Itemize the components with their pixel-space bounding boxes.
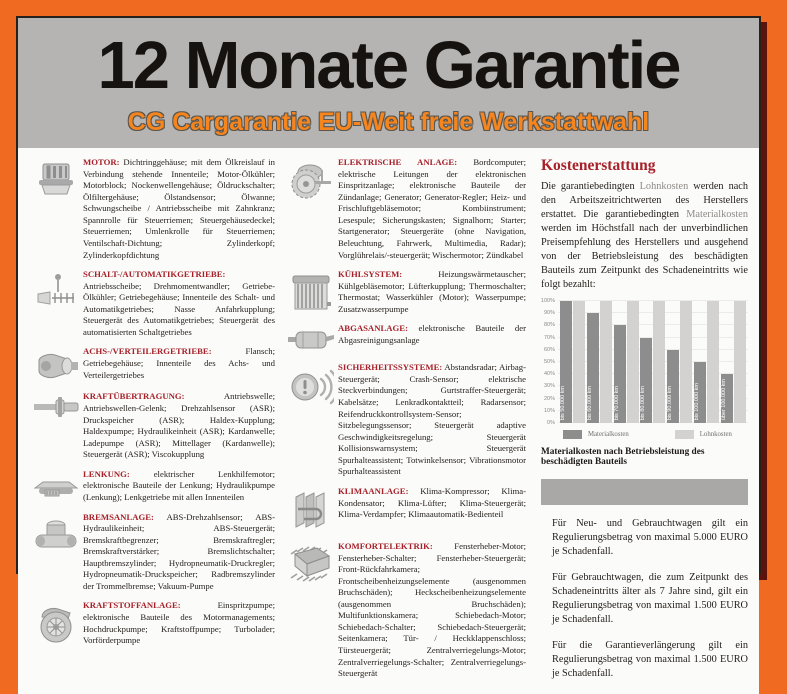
regulation-paragraph: Für die Garantieverlängerung gilt ein Regulierungsbetrag von maximal 1.500 EURO je Schadenfall.: [552, 640, 748, 679]
lohnkosten-bar: [707, 301, 719, 423]
section-komfortelektrik: [284, 541, 526, 680]
bar-group: [560, 301, 585, 423]
lohnkosten-bar: [680, 301, 692, 423]
column-right: [535, 157, 748, 688]
section-kraftstoffanlage: [29, 600, 275, 646]
lohnkosten-bar: [573, 301, 585, 423]
legend-swatch: [563, 430, 582, 439]
materialkosten-bar: [721, 374, 733, 423]
gearshift-icon: [29, 269, 83, 338]
section-body: Flansch; Getriebegehäuse; Innenteile des Achs- und Verteilergetriebes: [83, 346, 275, 380]
cost-reimbursement-heading: Kostenerstattung: [541, 157, 656, 174]
section-body: Antriebsscheibe; Drehmomentwandler; Getriebe-Ölkühler; Getriebegehäuse; Innenteile des Schalt- und Automatikgetriebes; Nasse Anfahrkupplung; Steuergerät des Automatikgetriebes; Steuergerät des automatisierten Schaltgetriebes: [83, 280, 275, 337]
divider-band: [541, 479, 748, 505]
y-tick-label: 50%: [543, 359, 555, 365]
materialkosten-bar: [640, 338, 652, 423]
section-heading: KOMFORTELEKTRIK:: [338, 540, 433, 551]
radiator-icon: [284, 269, 338, 315]
page-title: 12 Monate Garantie: [97, 27, 680, 103]
legend-label: Lohnkosten: [699, 431, 732, 438]
section-heading: LENKUNG:: [83, 468, 130, 479]
regulation-paragraph: Für Neu- und Gebrauchtwagen gilt ein Regulierungsbetrag von maximal 5.000 EURO je Schadenfall.: [552, 518, 748, 557]
chart-plot-area: [558, 301, 748, 423]
material-costs-chart: [540, 298, 748, 426]
section-body: Abstandsradar; Airbag-Steuergerät; Crash-Sensor; elektrische Steckverbindungen; Gurtstraffer-Steuergerät; Kabelsätze; Lenkradkontaktteil; Radarsensor; Reifendruckkontrollsystem-Sensor; Sitzbelegungssensor; Steuergerät adaptive Geschwindigkeitsregelung; Steuergerät Kollisionswarnsystem; Steuergerät Spurhalteassistent; Totwinkelsensor; Vibrationsmotor Spurhalteassistent: [338, 362, 526, 477]
chart-y-axis: [540, 298, 558, 426]
bar-group: [667, 301, 692, 423]
materialkosten-bar: [587, 313, 599, 423]
section-lenkung: [29, 469, 275, 504]
section-body: Fensterheber-Motor; Fensterheber-Schalter; Fensterheber-Steuergerät; Front-Rückfahrkamera; Frontscheibenheizungselemente (ausgenommen Bruchschäden); Heckscheibenheizungselemente (ausgenommen Bruchschäden); Multifunktionskamera; Schiebedach-Motor; Schiebedach-Schalter; Schiebedach-Steuergerät; Seitenkamera; Tür- / Heckklappenschloss; Türsteuergerät; Zentralverriegelungs-Motor; Zentralverriegelungs-Schalter; Zentralverriegelungs-Steuergerät: [338, 540, 526, 679]
legend-swatch: [675, 430, 694, 439]
section-heading: KRAFTSTOFFANLAGE:: [83, 600, 181, 611]
intro-text: werden nach den Arbeitszeitrichtwerten des Herstellers erstattet. Die garantiebedingten: [541, 181, 749, 220]
regulation-paragraph: Für Gebrauchtwagen, die zum Zeitpunkt des Schadeneintritts älter als 7 Jahre sind, gilt ein Regulierungsbetrag von maximal 1.500 EURO je Schadenfall.: [552, 572, 748, 625]
bar-group: [614, 301, 639, 423]
section-getriebe: [29, 269, 275, 338]
sensor-waves-icon: [284, 362, 338, 478]
intro-highlight-materialkosten: Materialkosten: [686, 209, 748, 220]
section-heading: MOTOR:: [83, 157, 120, 167]
oil-filter-icon: [29, 157, 83, 261]
section-body: Antriebswelle; Antriebswellen-Gelenk; Drehzahlsensor (ASR); Druckspeicher (ASR); Haldex-Kupplung; Haldexpumpe; Hydraulikeinheit (ASR); Kardanwelle; Ladepumpe (ASR); Mittellager (Kardanwelle); Steuergerät (ASR); Viscokupplung: [83, 391, 275, 460]
intro-text: Die garantiebedingten: [541, 181, 640, 192]
materialkosten-bar: [694, 362, 706, 423]
page-subtitle: CG Cargarantie EU-Weit freie Werkstattwahl: [127, 107, 650, 136]
materialkosten-bar: [614, 325, 626, 423]
bar-category-label: bis 90.000 km: [667, 385, 674, 420]
microchip-icon: [284, 541, 338, 680]
content-area: [18, 148, 759, 694]
bar-group: [721, 301, 746, 423]
column-middle: [284, 157, 526, 688]
bar-category-label: über 100.000 km: [720, 378, 727, 420]
section-heading: KRAFTÜBERTRAGUNG:: [83, 391, 185, 402]
materialkosten-bar: [560, 301, 572, 423]
flyer-page: [16, 16, 761, 679]
chart-legend: [541, 430, 748, 439]
section-body: Heizungswärmetauscher; Kühlgebläsemotor; Lüfterkupplung; Thermoschalter; Thermostat; Wasserkühler (Motor); Wasserpumpe; Zusatzwasserpumpe: [338, 269, 526, 314]
y-tick-label: 20%: [543, 395, 555, 402]
chart-caption: Materialkosten nach Betriebsleistung des beschädigten Bauteils: [541, 447, 705, 467]
section-body: ABS-Drehzahlsensor; ABS-Hydraulikeinheit; ABS-Steuergerät; Bremskraftbegrenzer; Bremskraftregler; Bremskraftverstärker; Bremslichtschalter; Hauptbremszylinder; Hydropneumatik-Druckregler; Hydropneumatik-Druckspeicher; Radbremszylinder der Trommelbremse; Vakuum-Pumpe: [83, 511, 275, 591]
section-body: Klima-Kompressor; Klima-Kondensator; Klima-Lüfter; Klima-Steuergerät; Klima-Verdampfer; Klimaautomatik-Bedienteil: [338, 485, 526, 520]
differential-icon: [29, 346, 83, 383]
evaporator-icon: [284, 486, 338, 533]
y-tick-label: 100%: [540, 298, 555, 304]
section-kraftuebertragung: [29, 391, 275, 460]
legend-item: [563, 430, 629, 439]
section-heading: SICHERHEITSSYSTEME:: [338, 362, 443, 373]
section-heading: ACHS-/VERTEILERGETRIEBE:: [83, 346, 212, 357]
y-tick-label: 90%: [543, 310, 555, 317]
section-heading: KÜHLSYSTEM:: [338, 269, 403, 280]
y-tick-label: 30%: [543, 383, 555, 390]
bar-category-label: bis 100.000 km: [694, 382, 701, 420]
steering-rack-icon: [29, 469, 83, 504]
lohnkosten-bar: [600, 301, 612, 423]
muffler-icon: [284, 323, 338, 354]
turbocharger-icon: [29, 600, 83, 646]
header-band: [18, 18, 759, 148]
section-heading: SCHALT-/AUTOMATIKGETRIEBE:: [83, 269, 226, 280]
y-tick-label: 40%: [543, 371, 555, 378]
y-tick-label: 0%: [547, 420, 555, 426]
alternator-icon: [284, 157, 338, 261]
lohnkosten-bar: [653, 301, 665, 423]
section-heading: ELEKTRISCHE ANLAGE:: [338, 157, 458, 167]
y-tick-label: 60%: [543, 346, 555, 353]
section-heading: BREMSANLAGE:: [83, 511, 154, 522]
bar-category-label: bis 70.000 km: [613, 385, 620, 420]
y-tick-label: 80%: [543, 322, 555, 329]
lohnkosten-bar: [627, 301, 639, 423]
column-left: [29, 157, 275, 688]
y-tick-label: 70%: [543, 334, 555, 341]
y-tick-label: 10%: [543, 407, 555, 414]
intro-highlight-lohnkosten: Lohnkosten: [639, 181, 689, 192]
section-achsgetriebe: [29, 346, 275, 383]
cost-reimbursement-intro: [541, 180, 748, 292]
section-abgasanlage: [284, 323, 526, 354]
lohnkosten-bar: [734, 301, 746, 423]
section-klimaanlage: [284, 486, 526, 533]
driveshaft-icon: [29, 391, 83, 460]
section-body: Bordcomputer; elektrische Leitungen der elektronischen Einspritzanlage; elektronische Bauteile der Zündanlage; Generator; Generator-Regler; Heiz- und Frischluftgebläsemotor; Kombiinstrument; Lesespule; Sicherungskasten; Signalhorn; Starter; Startgenerator; Steuergeräte (ohne Navigation, Beleuchtung, Fahrwerk, Multimedia, Radar); Vorglührelais/-steuergerät; Wischermotor; Zündkabel: [338, 157, 526, 260]
bar-group: [587, 301, 612, 423]
section-heading: ABGASANLAGE:: [338, 323, 408, 334]
section-body: Dichtringgehäuse; mit dem Ölkreislauf in Verbindung stehende Innenteile; Motor-Ölkühler; Motorblock; Nockenwellengehäuse; Öldruckschalter; Ölfiltergehäuse; Ölstandsensor; Ölwanne; Schwungscheibe / Antriebsscheibe mit Zahnkranz; Spannrolle für Steuerriemen; Steuergehäusedeckel; Steuerriemen; Umlenkrolle für Steuerriemen; Ventilschaft-Dichtung; Zylinderkopf; Zylinderkopfdichtung: [83, 157, 276, 260]
bar-category-label: bis 80.000 km: [640, 385, 647, 420]
section-body: Einspritzpumpe; elektronische Bauteile des Motormanagements; Hochdruckpumpe; Kraftstoffpumpe; Turbolader; Vorförderpumpe: [83, 600, 275, 646]
bar-category-label: bis 60.000 km: [586, 385, 593, 420]
section-body: elektrischer Lenkhilfemotor; elektronische Bauteile der Lenkung; Hydraulikpumpe (Lenkung); Lenkgetriebe mit allen Innenteilen: [83, 468, 275, 502]
section-motor: [29, 157, 275, 261]
section-heading: KLIMAANLAGE:: [338, 485, 409, 496]
intro-text: werden im Höchstfall nach der unverbindlichen Preisempfehlung des Herstellers und ausgehend von der Betriebsleistung des beschädigten Bauteils zum Zeitpunkt des Schadeneintritts wie folgt bezahlt:: [541, 223, 748, 290]
section-elektrische-anlage: [284, 157, 526, 261]
section-sicherheitssysteme: [284, 362, 526, 478]
section-bremsanlage: [29, 512, 275, 593]
materialkosten-bar: [667, 350, 679, 423]
bar-group: [694, 301, 719, 423]
brake-cylinder-icon: [29, 512, 83, 593]
section-body: elektronische Bauteile der Abgasreinigungsanlage: [338, 323, 526, 345]
bar-group: [640, 301, 665, 423]
legend-label: Materialkosten: [588, 431, 629, 438]
legend-item: [675, 430, 732, 439]
section-kuehlsystem: [284, 269, 526, 315]
bar-category-label: bis 50.000 km: [560, 385, 566, 420]
